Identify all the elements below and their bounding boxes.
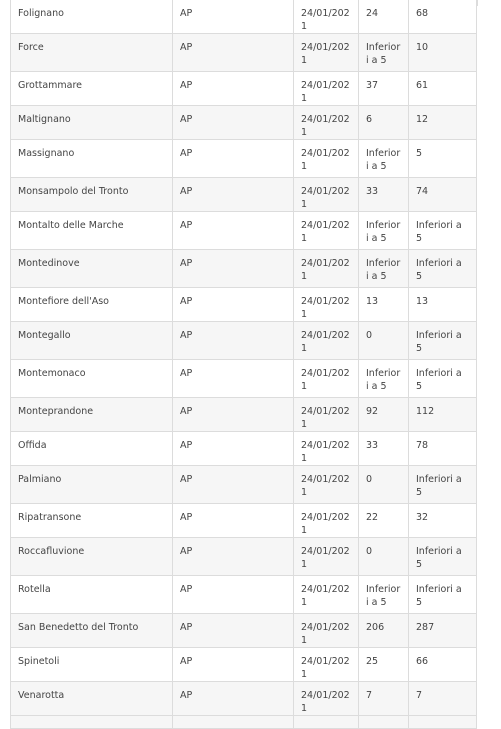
table-row xyxy=(11,0,477,34)
table-row xyxy=(11,322,477,360)
table-row xyxy=(11,682,477,716)
cell-data: 24/01/2021 xyxy=(294,72,359,106)
table-row xyxy=(11,288,477,322)
cell-data: 24/01/2021 xyxy=(294,140,359,178)
cell-data: 24/01/2021 xyxy=(294,212,359,250)
table-row-partial xyxy=(11,716,477,729)
cell-valore-2: 5 xyxy=(409,140,477,178)
cell-valore-2: Inferiori a 5 xyxy=(409,538,477,576)
cell-valore-2: Inferiori a 5 xyxy=(409,212,477,250)
cell-comune: Rotella xyxy=(11,576,173,614)
cell-data: 24/01/2021 xyxy=(294,614,359,648)
cell-valore-1: 13 xyxy=(359,288,409,322)
cell-valore-2: 61 xyxy=(409,72,477,106)
cell-provincia: AP xyxy=(173,360,294,398)
cell-valore-2: 12 xyxy=(409,106,477,140)
cell-valore-2: 13 xyxy=(409,288,477,322)
cell-comune: Montedinove xyxy=(11,250,173,288)
cell-data: 24/01/2021 xyxy=(294,0,359,34)
cell-data: 24/01/2021 xyxy=(294,504,359,538)
table-row xyxy=(11,72,477,106)
data-table xyxy=(10,0,477,729)
cell-valore-1: Inferiori a 5 xyxy=(359,212,409,250)
cell-empty xyxy=(11,716,173,729)
cell-data: 24/01/2021 xyxy=(294,360,359,398)
cell-provincia: AP xyxy=(173,504,294,538)
table-row xyxy=(11,178,477,212)
table-row xyxy=(11,212,477,250)
cell-comune: Montemonaco xyxy=(11,360,173,398)
table-row xyxy=(11,140,477,178)
cell-valore-2: 112 xyxy=(409,398,477,432)
data-table-container xyxy=(10,0,476,729)
cell-provincia: AP xyxy=(173,466,294,504)
cell-data: 24/01/2021 xyxy=(294,34,359,72)
cell-data: 24/01/2021 xyxy=(294,178,359,212)
cell-data: 24/01/2021 xyxy=(294,288,359,322)
table-row xyxy=(11,648,477,682)
cell-provincia: AP xyxy=(173,250,294,288)
cell-comune: Monsampolo del Tronto xyxy=(11,178,173,212)
table-row xyxy=(11,538,477,576)
table-row xyxy=(11,34,477,72)
cell-valore-1: Inferiori a 5 xyxy=(359,250,409,288)
cell-valore-2: 7 xyxy=(409,682,477,716)
cell-valore-1: Inferiori a 5 xyxy=(359,360,409,398)
cell-data: 24/01/2021 xyxy=(294,576,359,614)
table-row xyxy=(11,250,477,288)
cell-valore-1: Inferiori a 5 xyxy=(359,140,409,178)
cell-comune: Force xyxy=(11,34,173,72)
cell-valore-2: 68 xyxy=(409,0,477,34)
table-row xyxy=(11,614,477,648)
table-row xyxy=(11,432,477,466)
cell-provincia: AP xyxy=(173,576,294,614)
table-row xyxy=(11,466,477,504)
cell-empty xyxy=(359,716,409,729)
cell-empty xyxy=(294,716,359,729)
cell-comune: Venarotta xyxy=(11,682,173,716)
cell-data: 24/01/2021 xyxy=(294,466,359,504)
table-row xyxy=(11,398,477,432)
cell-provincia: AP xyxy=(173,72,294,106)
cell-provincia: AP xyxy=(173,682,294,716)
cell-comune: Massignano xyxy=(11,140,173,178)
cell-valore-1: 6 xyxy=(359,106,409,140)
cell-data: 24/01/2021 xyxy=(294,398,359,432)
cell-comune: Montegallo xyxy=(11,322,173,360)
cell-comune: Palmiano xyxy=(11,466,173,504)
cell-provincia: AP xyxy=(173,648,294,682)
cell-valore-1: 92 xyxy=(359,398,409,432)
cell-provincia: AP xyxy=(173,538,294,576)
cell-valore-1: 0 xyxy=(359,538,409,576)
cell-valore-2: Inferiori a 5 xyxy=(409,250,477,288)
cell-comune: San Benedetto del Tronto xyxy=(11,614,173,648)
cell-valore-1: 0 xyxy=(359,466,409,504)
cell-data: 24/01/2021 xyxy=(294,432,359,466)
cell-empty xyxy=(173,716,294,729)
cell-valore-2: 74 xyxy=(409,178,477,212)
table-body xyxy=(11,0,477,729)
cell-provincia: AP xyxy=(173,398,294,432)
cell-data: 24/01/2021 xyxy=(294,106,359,140)
cell-provincia: AP xyxy=(173,432,294,466)
cell-empty xyxy=(409,716,477,729)
cell-valore-1: 25 xyxy=(359,648,409,682)
cell-comune: Folignano xyxy=(11,0,173,34)
cell-valore-1: 22 xyxy=(359,504,409,538)
cell-provincia: AP xyxy=(173,34,294,72)
cell-valore-2: Inferiori a 5 xyxy=(409,466,477,504)
cell-valore-1: Inferiori a 5 xyxy=(359,34,409,72)
cell-valore-2: 66 xyxy=(409,648,477,682)
cell-data: 24/01/2021 xyxy=(294,538,359,576)
cell-comune: Grottammare xyxy=(11,72,173,106)
cell-provincia: AP xyxy=(173,288,294,322)
cell-comune: Montefiore dell'Aso xyxy=(11,288,173,322)
cell-valore-1: 37 xyxy=(359,72,409,106)
cell-data: 24/01/2021 xyxy=(294,250,359,288)
cell-valore-1: 7 xyxy=(359,682,409,716)
table-row xyxy=(11,576,477,614)
table-row xyxy=(11,360,477,398)
cell-valore-1: 33 xyxy=(359,432,409,466)
cell-valore-2: Inferiori a 5 xyxy=(409,576,477,614)
cell-provincia: AP xyxy=(173,140,294,178)
table-row xyxy=(11,106,477,140)
cell-provincia: AP xyxy=(173,0,294,34)
cell-valore-2: 287 xyxy=(409,614,477,648)
cell-valore-1: 0 xyxy=(359,322,409,360)
cell-provincia: AP xyxy=(173,614,294,648)
cell-provincia: AP xyxy=(173,322,294,360)
cell-comune: Roccafluvione xyxy=(11,538,173,576)
cell-data: 24/01/2021 xyxy=(294,682,359,716)
cell-valore-1: 206 xyxy=(359,614,409,648)
cell-data: 24/01/2021 xyxy=(294,648,359,682)
cell-comune: Monteprandone xyxy=(11,398,173,432)
cell-valore-2: 78 xyxy=(409,432,477,466)
cell-comune: Montalto delle Marche xyxy=(11,212,173,250)
table-row xyxy=(11,504,477,538)
cell-valore-1: 24 xyxy=(359,0,409,34)
cell-valore-1: Inferiori a 5 xyxy=(359,576,409,614)
cell-valore-2: Inferiori a 5 xyxy=(409,360,477,398)
cell-comune: Maltignano xyxy=(11,106,173,140)
cell-valore-1: 33 xyxy=(359,178,409,212)
cell-data: 24/01/2021 xyxy=(294,322,359,360)
cell-provincia: AP xyxy=(173,212,294,250)
cell-provincia: AP xyxy=(173,106,294,140)
cell-valore-2: 32 xyxy=(409,504,477,538)
cell-valore-2: Inferiori a 5 xyxy=(409,322,477,360)
cell-valore-2: 10 xyxy=(409,34,477,72)
cell-comune: Offida xyxy=(11,432,173,466)
cell-provincia: AP xyxy=(173,178,294,212)
cell-comune: Spinetoli xyxy=(11,648,173,682)
cell-comune: Ripatransone xyxy=(11,504,173,538)
